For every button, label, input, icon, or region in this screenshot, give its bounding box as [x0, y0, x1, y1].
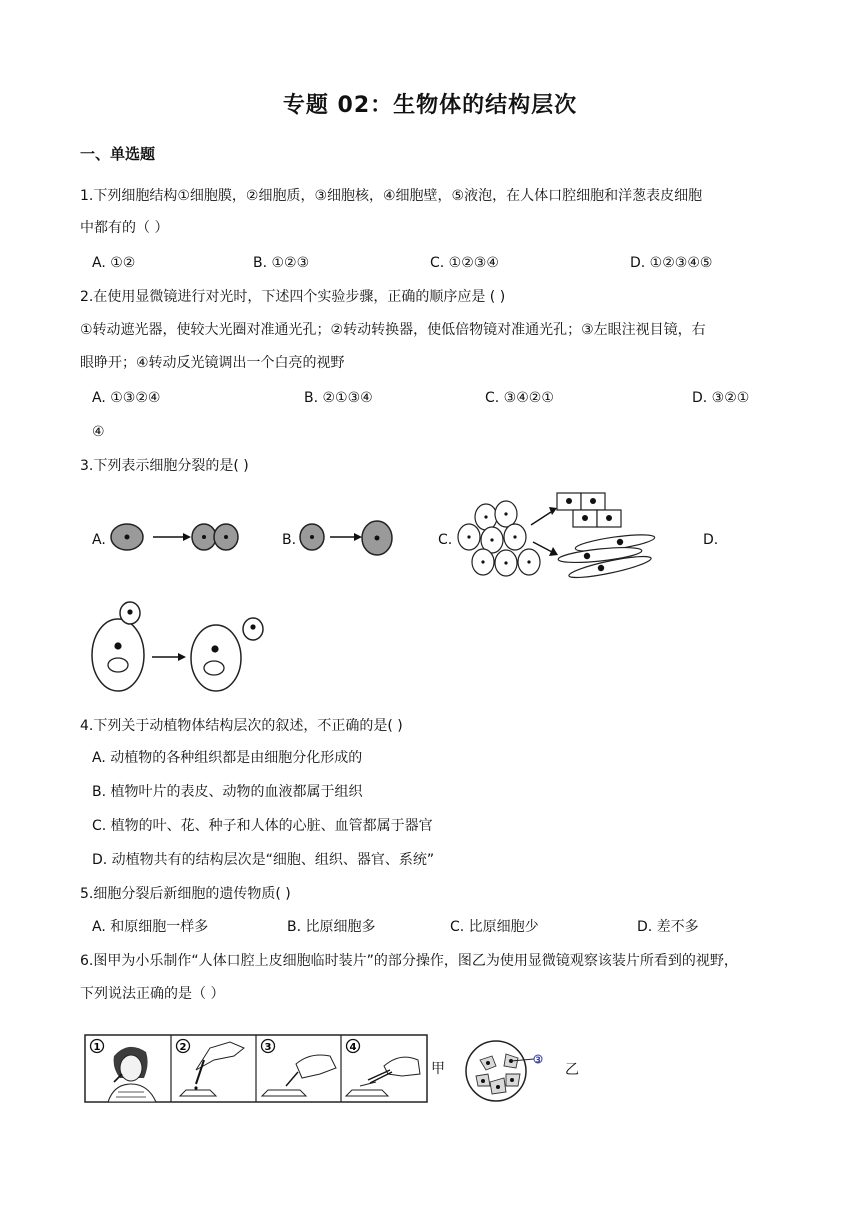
q3-stem: 3.下列表示细胞分裂的是( ) [80, 458, 249, 474]
step3-number: 3 [264, 1042, 272, 1053]
q3-figure-d [88, 600, 273, 695]
q5-option-d[interactable]: D. 差不多 [637, 919, 699, 935]
q3-figure-b [296, 512, 406, 564]
section-heading: 一、单选题 [80, 145, 156, 163]
q2-option-a[interactable]: A. ①③②④ [92, 390, 161, 406]
q5-stem: 5.细胞分裂后新细胞的遗传物质( ) [80, 886, 291, 902]
q2-stem: 2.在使用显微镜进行对光时，下述四个实验步骤，正确的顺序应是 ( ) [80, 289, 506, 305]
q3-option-b[interactable]: B. [282, 532, 297, 548]
q6-figure-yi-marker: 3 [535, 1055, 541, 1065]
q2-steps-line2: 眼睁开；④转动反光镜调出一个白亮的视野 [80, 355, 345, 371]
step4-number: 4 [349, 1042, 357, 1053]
q2-option-d[interactable]: D. ③②① [692, 390, 750, 406]
q3-figure-a [105, 512, 245, 562]
q5-option-b[interactable]: B. 比原细胞多 [287, 919, 376, 935]
q3-option-a[interactable]: A. [92, 532, 106, 548]
q4-option-b[interactable]: B. 植物叶片的表皮、动物的血液都属于组织 [92, 784, 363, 800]
q1-option-a[interactable]: A. ①② [92, 255, 136, 271]
q6-stem-line2: 下列说法正确的是（ ） [80, 986, 225, 1002]
step2-number: 2 [179, 1042, 187, 1053]
q3-figure-c [455, 487, 670, 582]
q5-option-c[interactable]: C. 比原细胞少 [450, 919, 539, 935]
q3-option-c[interactable]: C. [438, 532, 453, 548]
q4-option-a[interactable]: A. 动植物的各种组织都是由细胞分化形成的 [92, 750, 363, 766]
q1-option-d[interactable]: D. ①②③④⑤ [630, 255, 713, 271]
q4-option-c[interactable]: C. 植物的叶、花、种子和人体的心脏、血管都属于器官 [92, 818, 433, 834]
q1-option-b[interactable]: B. ①②③ [253, 255, 310, 271]
q4-stem: 4.下列关于动植物体结构层次的叙述，不正确的是( ) [80, 718, 403, 734]
q3-option-d[interactable]: D. [703, 532, 719, 548]
q5-option-a[interactable]: A. 和原细胞一样多 [92, 919, 209, 935]
q2-steps-line1: ①转动遮光器，使较大光圈对准通光孔；②转动转换器，使低倍物镜对准通光孔；③左眼注视目镜，右 [80, 322, 706, 338]
q4-option-d[interactable]: D. 动植物共有的结构层次是“细胞、组织、器官、系统” [92, 852, 435, 868]
q6-stem-line1: 6.图甲为小乐制作“人体口腔上皮细胞临时装片”的部分操作，图乙为使用显微镜观察该装片所看到的视野， [80, 953, 738, 969]
page-title: 专题 02：生物体的结构层次 [282, 93, 578, 118]
q6-figure-yi-label: 乙 [565, 1062, 579, 1078]
q2-option-d-wrap: ④ [92, 424, 105, 440]
q1-stem-line2: 中都有的（ ） [80, 220, 169, 236]
q1-option-c[interactable]: C. ①②③④ [430, 255, 499, 271]
q6-figure-jia-label: 甲 [431, 1061, 445, 1077]
q2-option-b[interactable]: B. ②①③④ [304, 390, 373, 406]
q6-figure-yi-view [462, 1036, 552, 1106]
step1-number: 1 [93, 1042, 101, 1053]
q2-option-c[interactable]: C. ③④②① [485, 390, 554, 406]
q1-stem-line1: 1.下列细胞结构①细胞膜，②细胞质，③细胞核，④细胞壁，⑤液泡，在人体口腔细胞和洋葱表皮细胞 [80, 188, 703, 204]
q6-figure-jia-steps [84, 1034, 429, 1104]
